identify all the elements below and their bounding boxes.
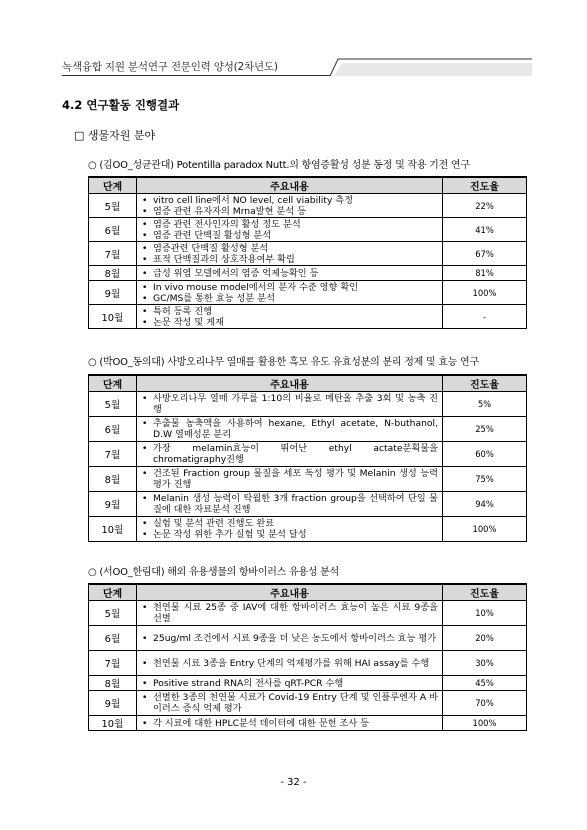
content-item: • 염증 관련 전사인자의 활성 정도 분석 <box>153 219 438 230</box>
table-row <box>89 218 527 242</box>
content-cell <box>137 392 443 417</box>
stage-cell: 8월 <box>89 467 137 492</box>
table-caption: ○ (박OO_동의대) 사방오리나무 열매를 활용한 흑모 유도 유효성분의 분리 정제 및 효능 연구 <box>88 357 479 368</box>
progress-cell: 60% <box>443 442 527 467</box>
table-row <box>89 651 527 676</box>
column-header-content: 주요내용 <box>137 375 443 392</box>
stage-cell: 10월 <box>89 517 137 542</box>
table-row <box>89 492 527 517</box>
content-item: • Positive strand RNA의 전사를 qRT-PCR 수행 <box>153 678 438 689</box>
stage-cell: 6월 <box>89 218 137 242</box>
table-row <box>89 266 527 281</box>
subsection-heading: □ 생물자원 분야 <box>74 129 156 142</box>
column-header-content: 주요내용 <box>137 584 443 601</box>
content-item: • 추출물 농축액을 사용하여 hexane, Ethyl acetate, N-buthanol, D.W 열매성분 분리 <box>153 418 438 440</box>
content-item: • GC/MS를 통한 효능 성분 분석 <box>153 293 438 304</box>
progress-cell: 75% <box>443 467 527 492</box>
content-item: • 염증 관련 유자자의 Mrna발현 분석 등 <box>153 206 438 217</box>
content-cell <box>137 442 443 467</box>
content-cell <box>137 716 443 731</box>
progress-cell: 5% <box>443 392 527 417</box>
table-row <box>89 392 527 417</box>
content-cell <box>137 676 443 691</box>
stage-cell: 5월 <box>89 392 137 417</box>
content-cell <box>137 492 443 517</box>
progress-cell: 45% <box>443 676 527 691</box>
column-header-progress: 진도율 <box>443 177 527 194</box>
content-item: • 염증관련 단백질 활성형 분석 <box>153 243 438 254</box>
content-item: • 가장 melamin효능이 뛰어난 ethyl actate분획물을 chromatigraphy진행 <box>153 443 438 465</box>
progress-cell: 94% <box>443 492 527 517</box>
column-header-progress: 진도율 <box>443 584 527 601</box>
content-item: • 특허 등록 진행 <box>153 306 438 317</box>
table-header-row <box>89 375 527 392</box>
content-cell <box>137 218 443 242</box>
content-item: • 염증 관련 단백질 활성형 분석 <box>153 230 438 241</box>
stage-cell: 5월 <box>89 601 137 626</box>
stage-cell: 8월 <box>89 266 137 281</box>
table-row <box>89 601 527 626</box>
content-cell <box>137 601 443 626</box>
content-item: • 25ug/ml 조건에서 시료 9종을 더 낮은 농도에서 항바이러스 효능 평가 <box>153 633 438 644</box>
progress-table-2 <box>88 374 527 542</box>
table-header-row <box>89 177 527 194</box>
table-caption: ○ (서OO_한림대) 해외 유용생물의 항바이러스 유용성 분석 <box>88 567 339 578</box>
stage-cell: 5월 <box>89 194 137 218</box>
section-title: 4.2 연구활동 진행결과 <box>62 98 180 112</box>
header-tab-decoration <box>324 58 534 78</box>
stage-cell: 7월 <box>89 651 137 676</box>
content-item: • 논문 작성 위한 추가 실험 및 분석 달성 <box>153 529 438 540</box>
content-cell <box>137 266 443 281</box>
content-cell <box>137 517 443 542</box>
progress-cell: 100% <box>443 281 527 305</box>
running-header <box>62 58 532 76</box>
content-item: • 논문 작성 및 게재 <box>153 317 438 328</box>
progress-cell: 41% <box>443 218 527 242</box>
content-item: • Melanin 생성 능력이 탁월한 3개 fraction group을 선택하여 단일 물질에 대한 자료분석 진행 <box>153 493 438 515</box>
content-cell <box>137 305 443 329</box>
content-cell <box>137 417 443 442</box>
content-item: • 표적 단백질과의 상호작용여부 확립 <box>153 254 438 265</box>
stage-cell: 6월 <box>89 417 137 442</box>
table-row <box>89 716 527 731</box>
table-row <box>89 676 527 691</box>
column-header-stage: 단계 <box>89 177 137 194</box>
content-item: • 건조된 Fraction group 물질을 세포 독성 평가 및 Melanin 생성 능력 평가 진행 <box>153 468 438 490</box>
stage-cell: 9월 <box>89 281 137 305</box>
running-header-title: 녹색융합 지원 분석연구 전문인력 양성(2차년도) <box>62 61 278 73</box>
progress-cell: 81% <box>443 266 527 281</box>
stage-cell: 7월 <box>89 242 137 266</box>
content-cell <box>137 281 443 305</box>
content-cell <box>137 691 443 716</box>
progress-cell: 30% <box>443 651 527 676</box>
table-header-row <box>89 584 527 601</box>
table-caption: ○ (김OO_성균관대) Potentilla paradox Nutt.의 항염증활성 성분 동정 및 작용 기전 연구 <box>88 160 470 171</box>
progress-table-1 <box>88 176 527 329</box>
table-row <box>89 281 527 305</box>
table-row <box>89 467 527 492</box>
progress-cell: 25% <box>443 417 527 442</box>
progress-table-3 <box>88 583 527 731</box>
content-cell <box>137 626 443 651</box>
content-item: • 각 시료에 대한 HPLC분석 데이터에 대한 문헌 조사 등 <box>153 718 438 729</box>
progress-cell: - <box>443 305 527 329</box>
column-header-stage: 단계 <box>89 584 137 601</box>
table-row <box>89 517 527 542</box>
table-row <box>89 417 527 442</box>
content-item: • 선별한 3종의 천연물 시료가 Covid-19 Entry 단계 및 인플루엔자 A 바이러스 증식 억제 평가 <box>153 692 438 714</box>
stage-cell: 8월 <box>89 676 137 691</box>
table-row <box>89 194 527 218</box>
column-header-stage: 단계 <box>89 375 137 392</box>
table-row <box>89 242 527 266</box>
progress-cell: 20% <box>443 626 527 651</box>
progress-cell: 100% <box>443 716 527 731</box>
content-cell <box>137 467 443 492</box>
table-row <box>89 442 527 467</box>
header-rule <box>62 75 330 76</box>
stage-cell: 9월 <box>89 492 137 517</box>
table-row <box>89 305 527 329</box>
progress-cell: 70% <box>443 691 527 716</box>
column-header-progress: 진도율 <box>443 375 527 392</box>
progress-cell: 10% <box>443 601 527 626</box>
stage-cell: 6월 <box>89 626 137 651</box>
content-item: • 사방오리나무 열매 가루를 1:10의 비율로 메탄올 추출 3회 및 농축 진행 <box>153 393 438 415</box>
stage-cell: 10월 <box>89 716 137 731</box>
content-cell <box>137 242 443 266</box>
content-item: • 천연물 시료 25종 중 IAV에 대한 항바이러스 효능이 높은 시료 9종을 선별 <box>153 602 438 624</box>
progress-cell: 67% <box>443 242 527 266</box>
content-item: • In vivo mouse model에서의 분자 수준 영향 확인 <box>153 282 438 293</box>
progress-cell: 22% <box>443 194 527 218</box>
column-header-content: 주요내용 <box>137 177 443 194</box>
content-item: • 급성 위염 모델에서의 염증 억제능확인 등 <box>153 268 438 279</box>
content-item: • 실험 및 분석 관련 진행도 완료 <box>153 518 438 529</box>
progress-cell: 100% <box>443 517 527 542</box>
stage-cell: 9월 <box>89 691 137 716</box>
table-row <box>89 626 527 651</box>
content-item: • 천연물 시료 3종을 Entry 단계의 억제평가를 위해 HAI assay를 수행 <box>153 658 438 669</box>
page-number: - 32 - <box>280 777 307 788</box>
table-row <box>89 691 527 716</box>
stage-cell: 10월 <box>89 305 137 329</box>
content-item: • vitro cell line에서 NO level, cell viability 측정 <box>153 195 438 206</box>
content-cell <box>137 194 443 218</box>
stage-cell: 7월 <box>89 442 137 467</box>
content-cell <box>137 651 443 676</box>
